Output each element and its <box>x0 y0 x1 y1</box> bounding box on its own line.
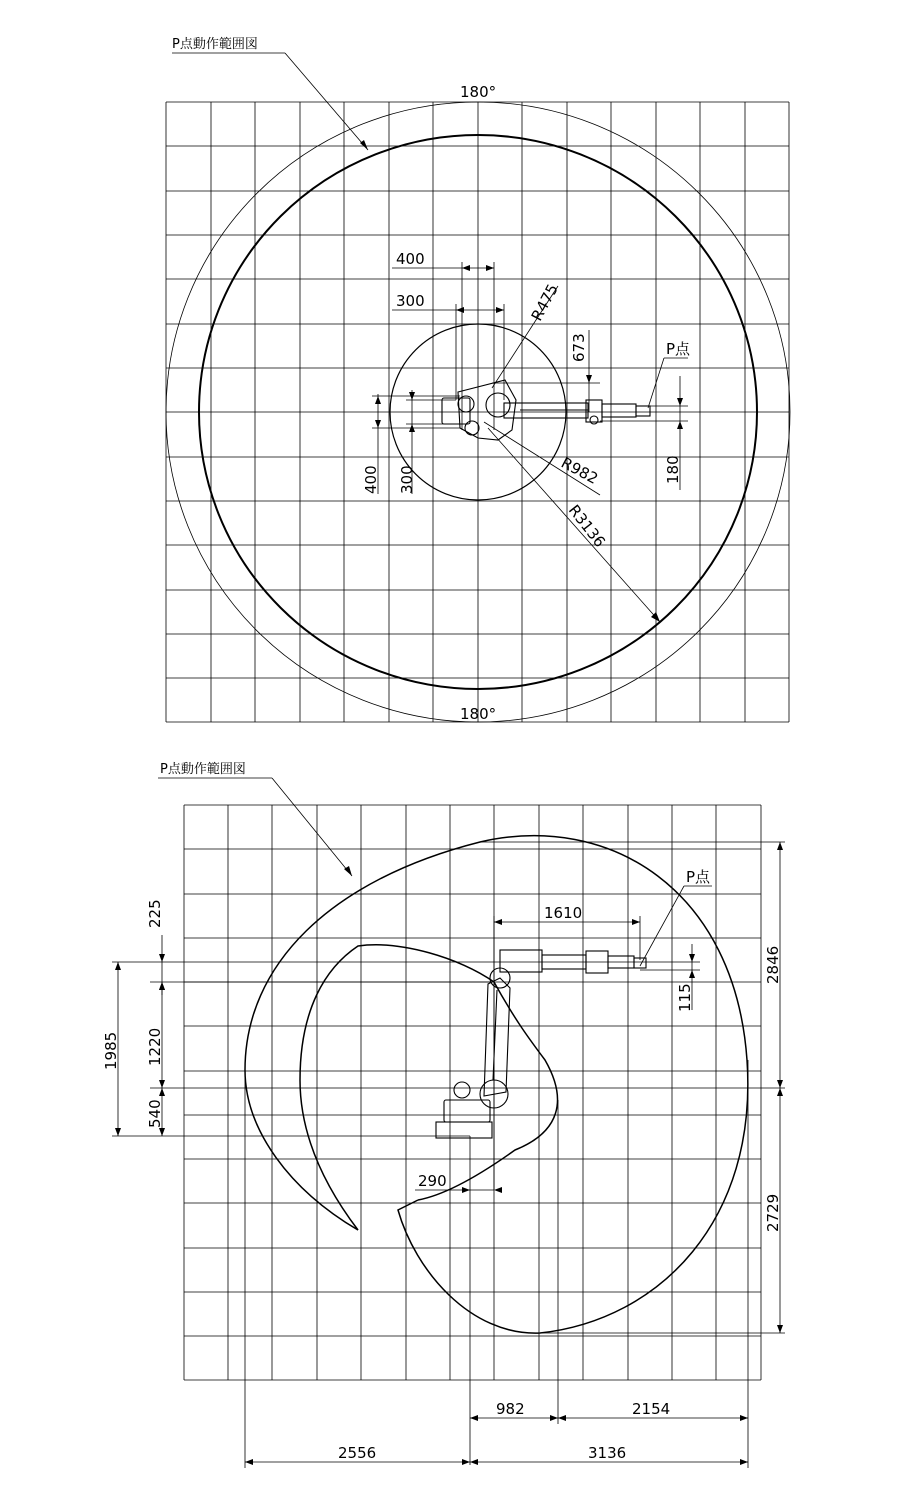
dim-540-text: 540 <box>146 1099 164 1128</box>
angle-bottom-label: 180° <box>460 705 497 723</box>
dim-400-v-arrow-bot <box>375 420 381 428</box>
dim-540-arrow-top <box>159 1088 165 1096</box>
dim-3136-arrow-r <box>740 1459 748 1465</box>
dim-1220-arrow-top <box>159 982 165 990</box>
dim-115-arrow-top <box>689 954 695 962</box>
side-view-grid <box>184 805 761 1380</box>
dim-225-text: 225 <box>146 899 164 928</box>
dim-1610-text: 1610 <box>544 904 583 922</box>
dim-180-arrow-top <box>677 398 683 406</box>
dim-673-text: 673 <box>570 333 588 362</box>
dim-2846-text: 2846 <box>764 945 782 984</box>
robot-plan-view <box>442 380 650 440</box>
dim-982-arrow-l <box>470 1415 478 1421</box>
title-leader-line-diag <box>285 53 368 150</box>
dim-982-arrow-r <box>550 1415 558 1421</box>
dim-3136-arrow-l <box>470 1459 478 1465</box>
dim-290-text: 290 <box>418 1172 447 1190</box>
dim-2556-arrow-r <box>462 1459 470 1465</box>
dim-115-text: 115 <box>676 983 694 1012</box>
dim-1985-arrow-top <box>115 962 121 970</box>
dim-1610-arrow-l <box>494 919 502 925</box>
side-view <box>102 761 785 1468</box>
dim-982-text: 982 <box>496 1400 525 1418</box>
dim-300-arrow-r <box>496 307 504 313</box>
top-view-title: P点動作範囲図 <box>172 37 258 52</box>
dim-1220-arrow-bot <box>159 1080 165 1088</box>
side-view-title: P点動作範囲図 <box>160 762 246 777</box>
dim-2556-arrow-l <box>245 1459 253 1465</box>
dim-2154-arrow-r <box>740 1415 748 1421</box>
dim-180-text: 180 <box>664 455 682 484</box>
dim-290-arrow-r <box>494 1187 502 1193</box>
dim-2556-text: 2556 <box>338 1444 377 1462</box>
dim-2729-arrow-top <box>777 1088 783 1096</box>
dim-3136-text: 3136 <box>588 1444 627 1462</box>
dim-1610-arrow-r <box>632 919 640 925</box>
dim-115-arrow-bot <box>689 970 695 978</box>
dim-540-arrow-bot <box>159 1128 165 1136</box>
dim-300-h-text: 300 <box>396 292 425 310</box>
dim-r475-text: R475 <box>527 280 562 324</box>
dim-673-arrow <box>586 375 592 383</box>
dim-300-arrow-l <box>456 307 464 313</box>
dim-2846-arrow-bot <box>777 1080 783 1088</box>
dim-2154-arrow-l <box>558 1415 566 1421</box>
side-outer-envelope <box>245 836 748 1333</box>
side-p-leader-diag <box>640 886 684 966</box>
dim-400-arrow-r <box>486 265 494 271</box>
dim-400-arrow-l <box>462 265 470 271</box>
dim-2154-text: 2154 <box>632 1400 671 1418</box>
dim-290-arrow-l <box>462 1187 470 1193</box>
dim-2729-text: 2729 <box>764 1193 782 1232</box>
dim-180-arrow-bot <box>677 421 683 429</box>
top-view-grid <box>166 102 789 722</box>
dim-300-v-text: 300 <box>398 465 416 494</box>
p-point-label-top: P点 <box>666 340 691 358</box>
dim-400-v-arrow-top <box>375 396 381 404</box>
dim-400-h-text: 400 <box>396 250 425 268</box>
side-p-point-label: P点 <box>686 868 711 886</box>
side-title-leader-diag <box>272 778 352 876</box>
dim-1220-text: 1220 <box>146 1027 164 1066</box>
dim-400-v-text: 400 <box>362 465 380 494</box>
dim-225-arrow-top <box>159 954 165 962</box>
dim-2846-arrow-top <box>777 842 783 850</box>
angle-top-label: 180° <box>460 83 497 101</box>
robot-side-view <box>436 950 646 1138</box>
dim-r3136-text: R3136 <box>564 501 609 551</box>
dim-1985-text: 1985 <box>102 1031 120 1070</box>
dim-r982-text: R982 <box>558 453 602 488</box>
dim-1985-arrow-bot <box>115 1128 121 1136</box>
top-view <box>166 36 790 723</box>
dim-2729-arrow-bot <box>777 1325 783 1333</box>
dim-r982-leader <box>484 422 600 495</box>
